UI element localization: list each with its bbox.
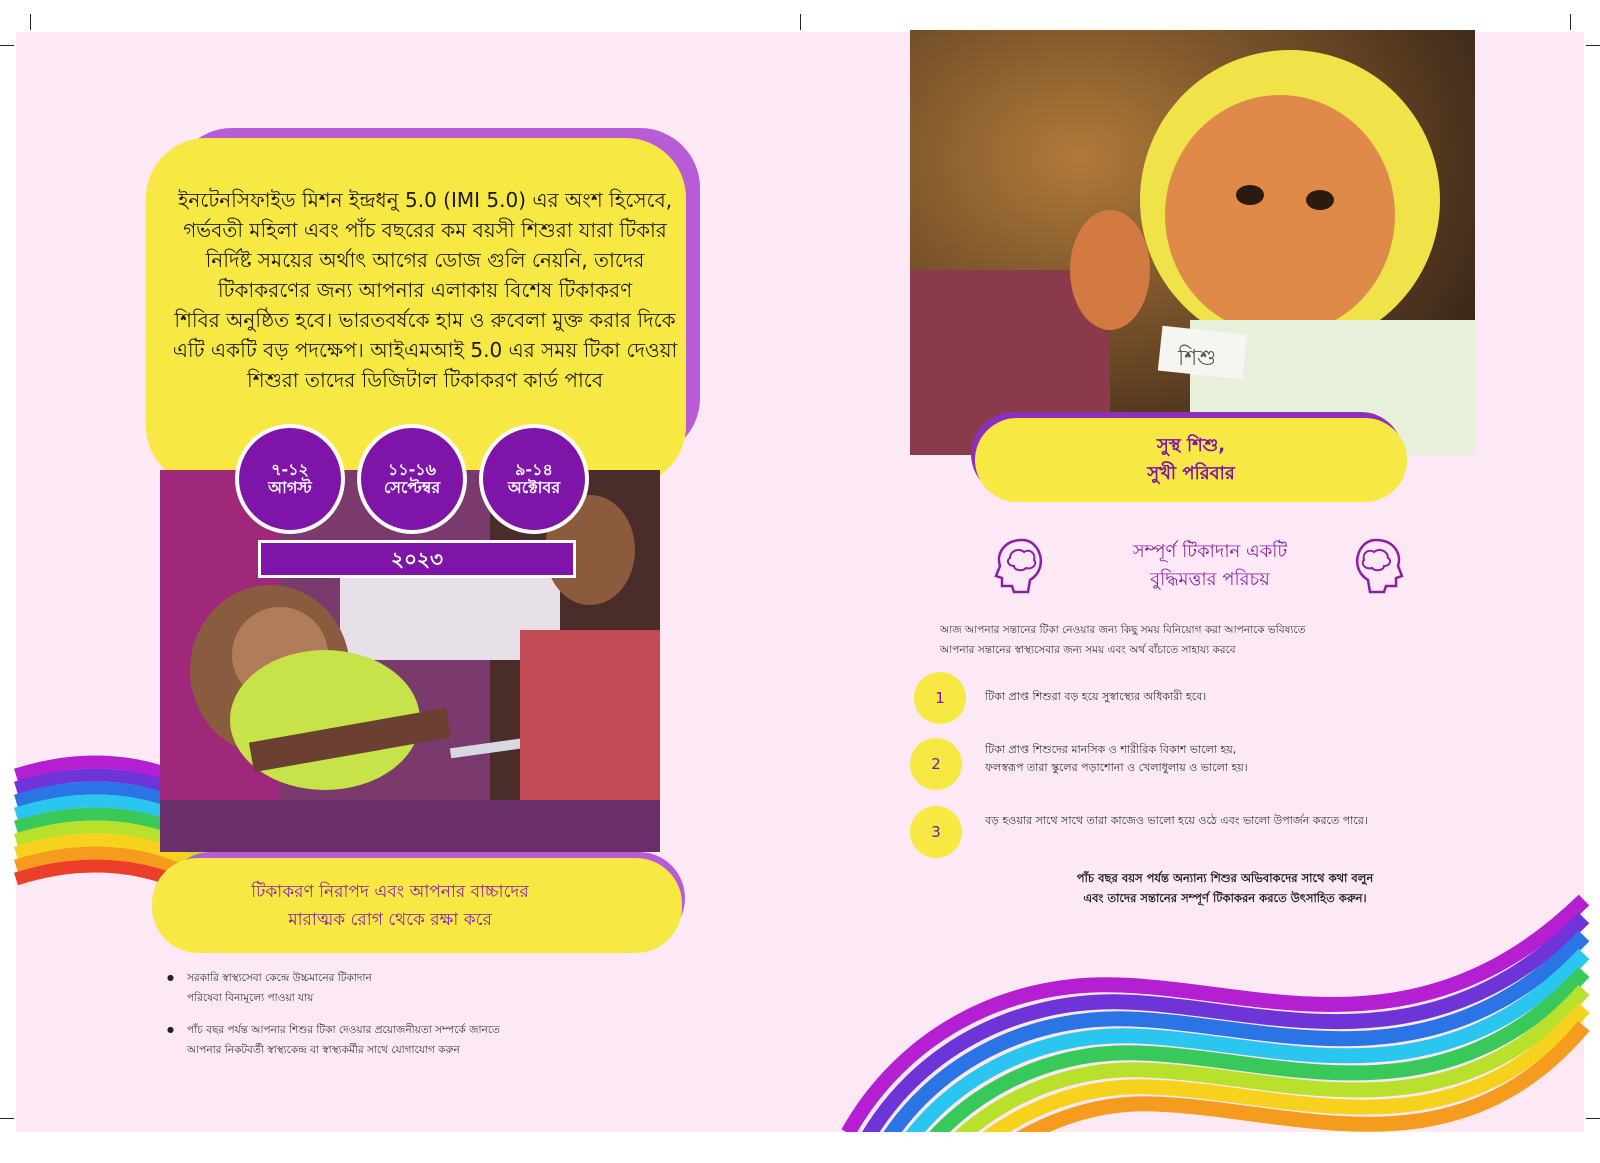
intro-line: শিবির অনুষ্ঠিত হবে। ভারতবর্ষকে হাম ও রুবেলা মুক্ত করার দিকে	[174, 308, 676, 332]
year-bar: ২০২৩	[258, 540, 576, 578]
date-circle-october	[479, 424, 589, 534]
point-text	[985, 688, 1485, 706]
intro-line: গর্ভবতী মহিলা এবং পাঁচ বছরের কম বয়সী শিশুরা যারা টিকার	[183, 218, 667, 242]
point-text	[985, 741, 1485, 777]
intro-line: টিকাকরণের জন্য আপনার এলাকায় বিশেষ টিকাকরণ	[217, 278, 633, 302]
intro-line: শিশুরা তাদের ডিজিটাল টিকাকরণ কার্ড পাবে	[247, 368, 603, 392]
bullet-line: ● পাঁচ বছর পর্যন্ত আপনার শিশুর টিকা দেওয়ার প্রয়োজনীয়তা সম্পর্কে জানতে	[187, 1024, 500, 1036]
infant-photo	[910, 30, 1475, 455]
closing-line: এবং তাদের সন্তানের সম্পূর্ণ টিকাকরন করতে উৎসাহিত করুন।	[1083, 891, 1367, 905]
intro-line: ইনটেনসিফাইড মিশন ইন্দ্রধনু 5.0 (IMI 5.0) এর অংশ হিসেবে,	[177, 188, 673, 212]
point-text	[985, 812, 1505, 830]
intro-line: নির্দিষ্ট সময়ের অর্থাৎ আগের ডোজ গুলি নেয়নি, তাদের	[205, 248, 645, 272]
date-days: ১১-১৬	[387, 460, 437, 479]
crop-mark	[1586, 1118, 1600, 1119]
safe-line: টিকাকরণ নিরাপদ এবং আপনার বাচ্চাদের	[251, 882, 529, 902]
crop-mark	[0, 1118, 14, 1119]
closing-message	[1040, 868, 1410, 908]
brain-head-icon	[1352, 536, 1406, 594]
brain-head-icon	[992, 536, 1046, 594]
date-circle-august	[235, 424, 345, 534]
invest-line: আজ আপনার সন্তানের টিকা নেওয়ার জন্য কিছু সময় বিনিয়োগ করা আপনাকে ভবিষ্যতে	[940, 624, 1306, 636]
wisdom-line: সম্পূর্ণ টিকাদান একটি	[1132, 541, 1288, 562]
point-number: 2	[910, 738, 962, 790]
point-line: টিকা প্রাপ্ত শিশুদের মানসিক ও শারীরিক বিকাশ ভালো হয়,	[985, 743, 1237, 756]
date-month: অক্টোবর	[507, 478, 561, 497]
page-margin-bottom	[0, 1132, 1600, 1163]
invest-text	[940, 620, 1460, 660]
info-bullets	[165, 968, 685, 1072]
photo-name-tag: শিশু	[1178, 346, 1217, 371]
intro-text	[155, 185, 695, 395]
tagline-line: সুখী পরিবার	[1147, 463, 1235, 484]
safe-line: মারাত্মক রোগ থেকে রক্ষা করে	[288, 910, 492, 930]
invest-line: আপনার সন্তানের স্বাস্থ্যসেবার জন্য সময় এবং অর্থ বাঁচাতে সাহায্য করবে	[940, 644, 1236, 656]
intro-line: এটি একটি বড় পদক্ষেপ। আইএমআই 5.0 এর সময় টিকা দেওয়া	[172, 338, 678, 362]
point-line: ফলস্বরূপ তারা স্কুলের পড়াশোনা ও খেলাধুলায় ও ভালো হয়।	[985, 761, 1248, 774]
date-circle-september	[357, 424, 467, 534]
safe-message	[175, 878, 605, 934]
point-line: টিকা প্রাপ্ত শিশুরা বড় হয়ে সুস্বাস্থ্যের অধিকারী হবে।	[985, 690, 1207, 703]
point-line: বড় হওয়ার সাথে সাথে তারা কাজেও ভালো হয়ে ওঠে এবং ভালো উপার্জন করতে পারে।	[985, 814, 1368, 827]
wisdom-line: বুদ্ধিমত্তার পরিচয়	[1150, 569, 1270, 590]
point-number: 3	[910, 806, 962, 858]
bullet-line: পরিষেবা বিনামূল্যে পাওয়া যায়	[187, 992, 314, 1004]
date-month: সেপ্টেম্বর	[383, 478, 441, 497]
bullet-item	[165, 1020, 685, 1060]
crop-mark	[30, 14, 31, 30]
crop-mark	[1570, 14, 1571, 30]
date-days: ৭-১২	[271, 460, 309, 479]
crop-mark	[0, 45, 14, 46]
point-number: 1	[914, 672, 966, 724]
date-month: আগস্ট	[268, 478, 312, 497]
bullet-item	[165, 968, 685, 1008]
bullet-line: ● সরকারি স্বাস্থ্যসেবা কেন্দ্রে উচ্চমানের টিকাদান	[187, 972, 372, 984]
date-days: ৯-১৪	[515, 460, 553, 479]
crop-mark	[1586, 45, 1600, 46]
closing-line: পাঁচ বছর বয়স পর্যন্ত অন্যান্য শিশুর অভিবাকদের সাথে কথা বলুন	[1076, 871, 1374, 885]
wisdom-heading	[1060, 538, 1360, 594]
tagline-line: সুস্থ শিশু,	[1156, 435, 1226, 456]
bullet-line: আপনার নিকটবর্তী স্বাস্থ্যকেন্দ্র বা স্বাস্থ্যকর্মীর সাথে যোগাযোগ করুন	[187, 1044, 460, 1056]
crop-mark	[800, 14, 801, 30]
tagline	[975, 432, 1407, 488]
